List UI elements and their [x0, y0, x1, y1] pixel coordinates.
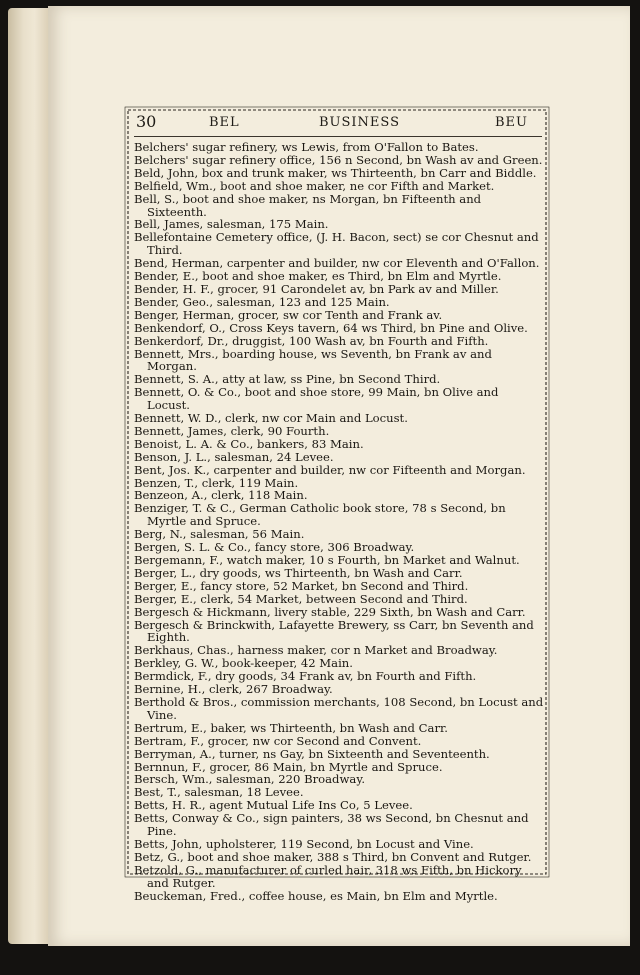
directory-entry: Betts, H. R., agent Mutual Life Ins Co, 5 Levee. [134, 798, 413, 813]
directory-entry: Bell, S., boot and shoe maker, ns Morgan, bn Fifteenth and Sixteenth. [134, 191, 482, 219]
directory-entry: Berg, N., salesman, 56 Main. [134, 527, 305, 542]
directory-entry: Betts, Conway & Co., sign painters, 38 ws Second, bn Chesnut and Pine. [134, 811, 529, 839]
directory-entry: Berger, E., clerk, 54 Market, between Second and Third. [134, 591, 468, 606]
directory-entry: Berkley, G. W., book-keeper, 42 Main. [134, 656, 353, 671]
page-edge [8, 8, 52, 944]
running-header [134, 110, 542, 137]
directory-entry: Benzen, T., clerk, 119 Main. [134, 475, 299, 490]
page-number: 30 [136, 112, 157, 131]
directory-entry: Bernnun, F., grocer, 86 Main, bn Myrtle and Spruce. [134, 759, 443, 774]
directory-entry: Bennett, O. & Co., boot and shoe store, 99 Main, bn Olive and Locust. [134, 385, 499, 413]
directory-entry: Bertram, F., grocer, nw cor Second and Convent. [134, 733, 422, 748]
left-guide-word: BEL [209, 115, 240, 130]
directory-entry: Berryman, A., turner, ns Gay, bn Sixteenth and Seventeenth. [134, 746, 490, 761]
directory-entry: Berger, L., dry goods, ws Thirteenth, bn Wash and Carr. [134, 565, 463, 580]
directory-entry: Bergesch & Hickmann, livery stable, 229 Sixth, bn Wash and Carr. [134, 604, 526, 619]
directory-entry: Bend, Herman, carpenter and builder, nw cor Eleventh and O'Fallon. [134, 256, 540, 271]
directory-entry: Best, T., salesman, 18 Levee. [134, 785, 304, 800]
directory-entry: Betzold, G., manufacturer of curled hair, 318 ws Fifth, bn Hickory and Rutger. [134, 862, 522, 890]
directory-entry: Benziger, T. & C., German Catholic book store, 78 s Second, bn Myrtle and Spruce. [134, 501, 506, 529]
directory-entry: Bennett, James, clerk, 90 Fourth. [134, 423, 330, 438]
directory-entry: Bennett, S. A., atty at law, ss Pine, bn Second Third. [134, 372, 441, 387]
directory-entry: Benkerdorf, Dr., druggist, 100 Wash av, bn Fourth and Fifth. [134, 333, 489, 348]
directory-entry: Bell, James, salesman, 175 Main. [134, 217, 329, 232]
directory-entry: Bergen, S. L. & Co., fancy store, 306 Broadway. [134, 540, 415, 555]
directory-entry: Bellefontaine Cemetery office, (J. H. Bacon, sect) se cor Chesnut and Third. [134, 230, 539, 258]
directory-entry: Belchers' sugar refinery, ws Lewis, from O'Fallon to Bates. [134, 140, 479, 154]
directory-entry: Berthold & Bros., commission merchants, 108 Second, bn Locust and Vine. [134, 694, 544, 722]
right-guide-word: BEU [495, 115, 528, 130]
directory-entry: Bermdick, F., dry goods, 34 Frank av, bn Fourth and Fifth. [134, 669, 477, 684]
directory-entry: Bergesch & Brinckwith, Lafayette Brewery, ss Carr, bn Seventh and Eighth. [134, 617, 534, 645]
directory-entry: Bersch, Wm., salesman, 220 Broadway. [134, 772, 366, 787]
directory-entry: Berger, E., fancy store, 52 Market, bn Second and Third. [134, 578, 469, 593]
directory-entry: Bender, Geo., salesman, 123 and 125 Main. [134, 294, 390, 309]
directory-entry: Bergemann, F., watch maker, 10 s Fourth, bn Market and Walnut. [134, 553, 520, 567]
directory-entry: Bent, Jos. K., carpenter and builder, nw cor Fifteenth and Morgan. [134, 462, 526, 477]
directory-entry: Beuckeman, Fred., coffee house, es Main, bn Elm and Myrtle. [134, 888, 498, 903]
directory-entry: Benzeon, A., clerk, 118 Main. [134, 488, 308, 503]
directory-entry: Beld, John, box and trunk maker, ws Thirteenth, bn Carr and Biddle. [134, 165, 537, 180]
directory-entry: Betz, G., boot and shoe maker, 388 s Third, bn Convent and Rutger. [134, 849, 532, 864]
directory-entry: Berkhaus, Chas., harness maker, cor n Market and Broadway. [134, 643, 498, 658]
section-title: BUSINESS [319, 115, 400, 130]
directory-entry: Bender, H. F., grocer, 91 Carondelet av, bn Park av and Miller. [134, 281, 499, 296]
directory-entry: Betts, John, upholsterer, 119 Second, bn Locust and Vine. [134, 836, 474, 851]
directory-entry: Bertrum, E., baker, ws Thirteenth, bn Wash and Carr. [134, 720, 448, 735]
directory-entry: Belchers' sugar refinery office, 156 n Second, bn Wash av and Green. [134, 152, 543, 167]
directory-entry: Bennett, W. D., clerk, nw cor Main and Locust. [134, 411, 408, 426]
directory-entry: Bernine, H., clerk, 267 Broadway. [134, 682, 333, 697]
directory-frame [124, 106, 550, 903]
directory-entry: Benoist, L. A. & Co., bankers, 83 Main. [134, 436, 364, 451]
directory-entry: Bender, E., boot and shoe maker, es Third, bn Elm and Myrtle. [134, 269, 502, 284]
directory-entry: Benson, J. L., salesman, 24 Levee. [134, 449, 334, 464]
directory-entry: Bennett, Mrs., boarding house, ws Seventh, bn Frank av and Morgan. [134, 346, 492, 374]
directory-entry: Belfield, Wm., boot and shoe maker, ne cor Fifth and Market. [134, 178, 495, 193]
directory-entry: Benger, Herman, grocer, sw cor Tenth and Frank av. [134, 307, 443, 322]
directory-entry: Benkendorf, O., Cross Keys tavern, 64 ws Third, bn Pine and Olive. [134, 320, 528, 335]
directory-entries [134, 141, 544, 902]
